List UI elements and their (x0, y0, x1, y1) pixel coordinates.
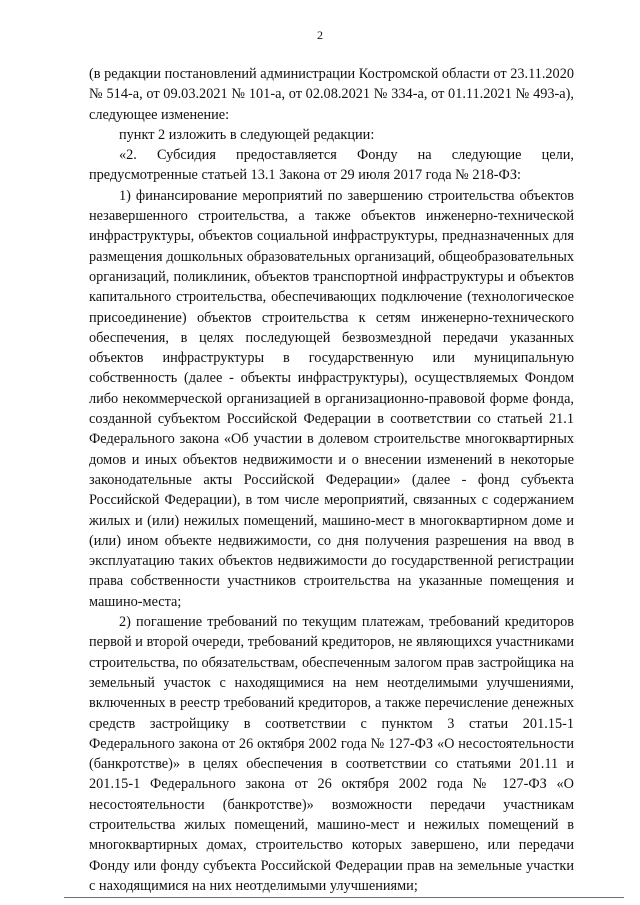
bottom-scan-edge-line (64, 897, 624, 898)
paragraph-clause-2-intro: «2. Субсидия предоставляется Фонду на следующие цели, предусмотренные статьей 13.1 Закона от 29 июля 2017 года № 218-ФЗ: (89, 147, 574, 184)
paragraph-subclause-2: 2) погашение требований по текущим платежам, требований кредиторов первой и второй очереди, требований кредиторов, не являющихся участниками строительства, по обязательствам, обеспеченным залогом прав застройщика на земельный участок с находящимися на нем неотделимыми улучшениями, включенных в реестр требований кредиторов, а также перечисление денежных средств застройщику в соответствии с пунктом 3 статьи 201.15-1 Федерального закона от 26 октября 2002 года № 127-ФЗ «О несостоятельности (банкротстве)» в целях обеспечения в соответствии со статьями 201.11 и 201.15-1 Федерального закона от 26 октября 2002 года № 127-ФЗ «О несостоятельности (банкротстве)» возможности передачи участникам строительства жилых помещений, машино-мест и нежилых помещений в многоквартирных домах, строительство которых завершено, или передачи Фонду или фонду субъекта Российской Федерации прав на земельные участки с находящимися на них неотделимыми улучшениями; (89, 614, 574, 894)
paragraph-instruction: пункт 2 изложить в следующей редакции: (119, 126, 375, 143)
page-number: 2 (317, 28, 323, 42)
paragraph-amendment-reference: (в редакции постановлений администрации Костромской области от 23.11.2020 № 514-а, от 09.03.2021 № 101-а, от 02.08.2021 № 334-а, от 01.11.2021 № 493-а), следующее изменение: (89, 66, 574, 123)
document-body (89, 64, 574, 896)
paragraph-subclause-1: 1) финансирование мероприятий по завершению строительства объектов незавершенного строительства, а также объектов инженерно-технической инфраструктуры, объектов социальной инфраструктуры, предназначенных для размещения дошкольных образовательных организаций, общеобразовательных организаций, поликлиник, объектов транспортной инфраструктуры и объектов капитального строительства, обеспечивающих подключение (технологическое присоединение) объектов строительства к сетям инженерно-технического обеспечения, в целях последующей безвозмездной передачи указанных объектов инфраструктуры в государственную или муниципальную собственность (далее - объекты инфраструктуры), осуществляемых Фондом либо некоммерческой организацией в организационно-правовой форме фонда, созданной субъектом Российской Федерации в соответствии со статьей 21.1 Федерального закона «Об участии в долевом строительстве многоквартирных домов и иных объектов недвижимости и о внесении изменений в некоторые законодательные акты Российской Федерации» (далее - фонд субъекта Российской Федерации), в том числе мероприятий, связанных с содержанием жилых и (или) нежилых помещений, машино-мест в многоквартирном доме и (или) ином объекте недвижимости, со дня получения разрешения на ввод в эксплуатацию таких объектов недвижимости до государственной регистрации права собственности участников строительства на указанные помещения и машино-места; (89, 187, 574, 610)
